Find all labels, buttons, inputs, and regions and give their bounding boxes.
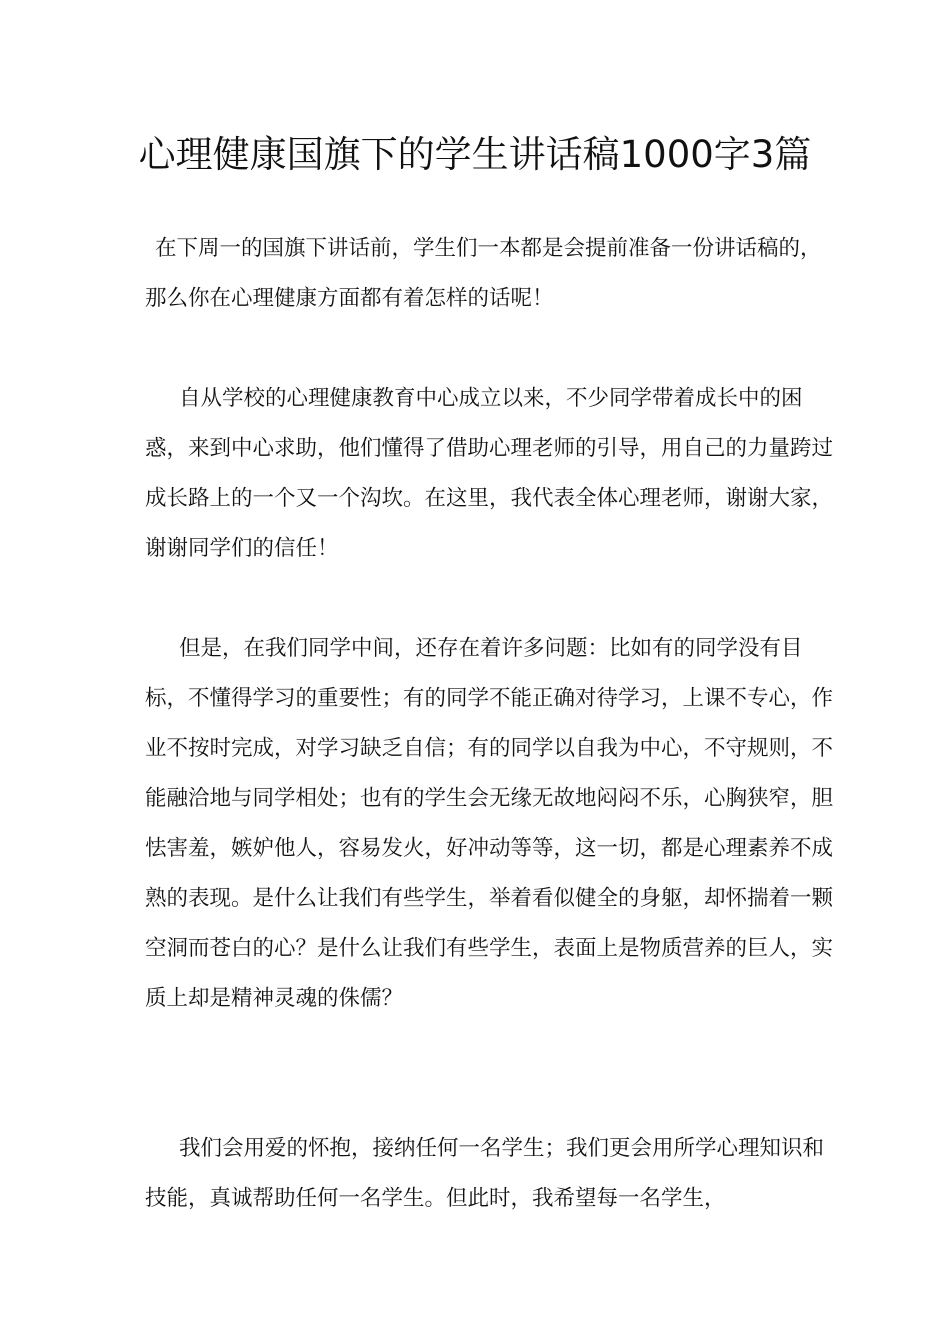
paragraph-support: 我们会用爱的怀抱，接纳任何一名学生；我们更会用所学心理知识和技能，真诚帮助任何一名学生。但此时，我希望每一名学生， bbox=[145, 1136, 825, 1211]
paragraph-counseling-center: 自从学校的心理健康教育中心成立以来，不少同学带着成长中的困惑，来到中心求助，他们懂得了借助心理老师的引导，用自己的力量跨过成长路上的一个又一个沟坎。在这里，我代表全体心理老师，谢谢大家，谢谢同学们的信任！ bbox=[145, 386, 834, 561]
paragraph-spacer bbox=[145, 324, 835, 374]
paragraph-student-problems: 但是，在我们同学中间，还存在着许多问题：比如有的同学没有目标，不懂得学习的重要性；有的同学不能正确对待学习，上课不专心，作业不按时完成，对学习缺乏自信；有的同学以自我为中心，不守规则，不能融洽地与同学相处；也有的学生会无缘无故地闷闷不乐，心胸狭窄，胆怯害羞，嫉妒他人，容易发火，好冲动等等，这一切，都是心理素养不成熟的表现。是什么让我们有些学生，举着看似健全的身躯，却怀揣着一颗空洞而苍白的心？是什么让我们有些学生，表面上是物质营养的巨人，实质上却是精神灵魂的侏儒？ bbox=[145, 636, 834, 1011]
document-body bbox=[145, 224, 835, 1224]
paragraph-spacer bbox=[145, 1024, 835, 1124]
paragraph-spacer bbox=[145, 574, 835, 624]
paragraph-intro: 在下周一的国旗下讲话前，学生们一本都是会提前准备一份讲话稿的，那么你在心理健康方面都有着怎样的话呢！ bbox=[145, 236, 822, 311]
document-title: 心理健康国旗下的学生讲话稿1000字3篇 bbox=[138, 133, 812, 176]
